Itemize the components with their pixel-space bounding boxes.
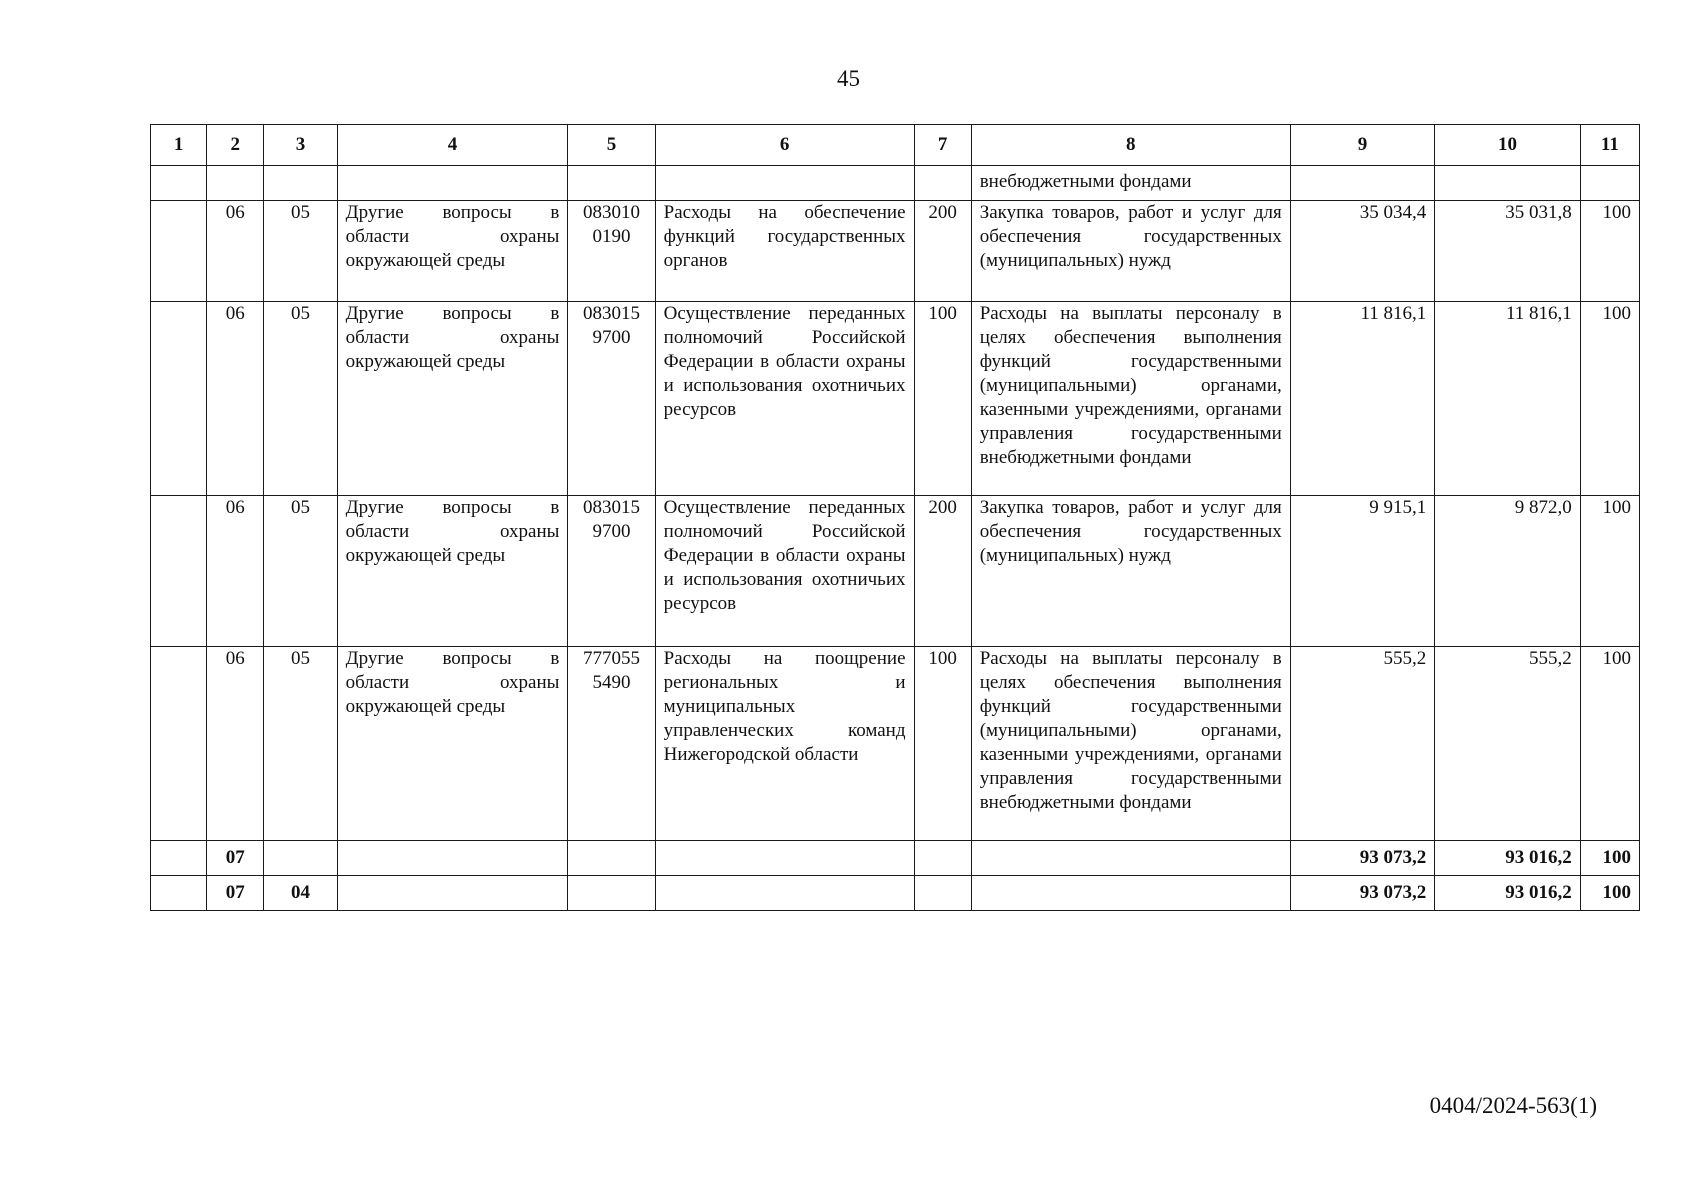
executed-amount-cell: 35 031,8 [1435, 201, 1580, 302]
target-article-cell: 777055 5490 [568, 647, 655, 841]
table-row [151, 647, 1640, 841]
total-row [151, 876, 1640, 911]
subsection-name-cell: Другие вопросы в области охраны окружающей среды [337, 647, 568, 841]
percent-cell: 100 [1580, 302, 1639, 496]
col-header: 6 [655, 125, 914, 166]
executed-amount-cell: 93 016,2 [1435, 876, 1580, 911]
subsection-code-cell: 05 [264, 201, 337, 302]
planned-amount-cell: 11 816,1 [1290, 302, 1434, 496]
section-code-cell: 06 [207, 302, 264, 496]
expense-type-code-cell: 200 [914, 201, 971, 302]
header-row [151, 125, 1640, 166]
percent-cell: 100 [1580, 201, 1639, 302]
target-article-name-cell: Осуществление переданных полномочий Российской Федерации в области охраны и использования охотничьих ресурсов [655, 302, 914, 496]
col-header: 9 [1290, 125, 1434, 166]
percent-cell: 100 [1580, 496, 1639, 647]
expense-type-cell: Расходы на выплаты персоналу в целях обеспечения выполнения функций государственными (муниципальными) органами, казенными учреждениями, органами управления государственными внебюджетными фондами [971, 647, 1290, 841]
subsection-code-cell: 05 [264, 647, 337, 841]
target-article-name-cell: Расходы на обеспечение функций государственных органов [655, 201, 914, 302]
expense-type-code-cell: 100 [914, 647, 971, 841]
planned-amount-cell: 93 073,2 [1290, 876, 1434, 911]
target-article-cell: 083010 0190 [568, 201, 655, 302]
executed-amount-cell: 9 872,0 [1435, 496, 1580, 647]
expense-type-code-cell: 100 [914, 302, 971, 496]
subsection-code-cell: 05 [264, 496, 337, 647]
section-code-cell: 07 [207, 876, 264, 911]
expense-type-cell: Закупка товаров, работ и услуг для обеспечения государственных (муниципальных) нужд [971, 201, 1290, 302]
col-header: 2 [207, 125, 264, 166]
table-row [151, 302, 1640, 496]
subsection-code-cell: 05 [264, 302, 337, 496]
col-header: 1 [151, 125, 207, 166]
section-code-cell: 07 [207, 841, 264, 876]
table-row [151, 201, 1640, 302]
percent-cell: 100 [1580, 841, 1639, 876]
col-header: 3 [264, 125, 337, 166]
planned-amount-cell: 9 915,1 [1290, 496, 1434, 647]
executed-amount-cell: 11 816,1 [1435, 302, 1580, 496]
subsection-name-cell: Другие вопросы в области охраны окружающей среды [337, 201, 568, 302]
col-header: 10 [1435, 125, 1580, 166]
planned-amount-cell: 93 073,2 [1290, 841, 1434, 876]
percent-cell: 100 [1580, 876, 1639, 911]
table-row [151, 496, 1640, 647]
subsection-code-cell: 04 [264, 876, 337, 911]
target-article-name-cell: Расходы на поощрение региональных и муниципальных управленческих команд Нижегородской области [655, 647, 914, 841]
col-header: 8 [971, 125, 1290, 166]
executed-amount-cell: 93 016,2 [1435, 841, 1580, 876]
total-row [151, 841, 1640, 876]
section-code-cell: 06 [207, 496, 264, 647]
percent-cell: 100 [1580, 647, 1639, 841]
planned-amount-cell: 555,2 [1290, 647, 1434, 841]
subsection-name-cell: Другие вопросы в области охраны окружающей среды [337, 496, 568, 647]
col-header: 7 [914, 125, 971, 166]
expense-type-cell: Расходы на выплаты персоналу в целях обеспечения выполнения функций государственными (муниципальными) органами, казенными учреждениями, органами управления государственными внебюджетными фондами [971, 302, 1290, 496]
page-number: 45 [837, 66, 860, 91]
target-article-cell: 083015 9700 [568, 496, 655, 647]
planned-amount-cell: 35 034,4 [1290, 201, 1434, 302]
col-header: 4 [337, 125, 568, 166]
continuation-row [151, 166, 1640, 201]
subsection-name-cell: Другие вопросы в области охраны окружающей среды [337, 302, 568, 496]
document-id: 0404/2024-563(1) [1429, 1093, 1597, 1118]
col-header: 11 [1580, 125, 1639, 166]
target-article-name-cell: Осуществление переданных полномочий Российской Федерации в области охраны и использования охотничьих ресурсов [655, 496, 914, 647]
budget-table [150, 124, 1640, 911]
executed-amount-cell: 555,2 [1435, 647, 1580, 841]
subsection-code-cell [264, 841, 337, 876]
section-code-cell: 06 [207, 201, 264, 302]
section-code-cell: 06 [207, 647, 264, 841]
target-article-cell: 083015 9700 [568, 302, 655, 496]
expense-type-cell: Закупка товаров, работ и услуг для обеспечения государственных (муниципальных) нужд [971, 496, 1290, 647]
col-header: 5 [568, 125, 655, 166]
expense-type-code-cell: 200 [914, 496, 971, 647]
expense-type-cell: внебюджетными фондами [971, 166, 1290, 201]
